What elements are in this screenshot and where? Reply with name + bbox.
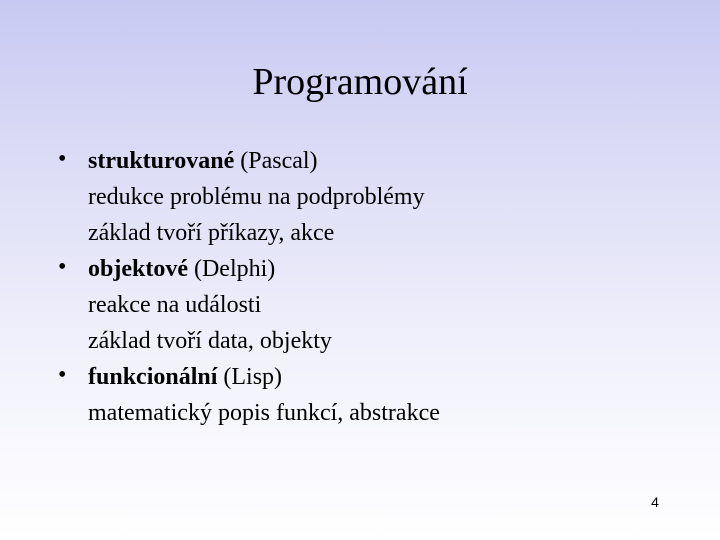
item-language: (Delphi) bbox=[193, 256, 276, 282]
item-description: základ tvoří příkazy, akce bbox=[88, 220, 335, 246]
list-item bbox=[58, 145, 678, 253]
item-description: matematický popis funkcí, abstrakce bbox=[88, 400, 440, 426]
slide-title: Programování bbox=[252, 61, 468, 103]
list-item bbox=[58, 253, 678, 361]
item-language: (Pascal) bbox=[240, 148, 318, 174]
item-term: strukturované bbox=[88, 148, 235, 174]
page-number: 4 bbox=[651, 494, 659, 510]
item-term: objektové bbox=[88, 256, 188, 282]
item-language: (Lisp) bbox=[223, 364, 283, 390]
item-heading bbox=[88, 361, 678, 397]
list-item bbox=[58, 361, 678, 433]
item-description: reakce na události bbox=[88, 292, 262, 318]
item-heading bbox=[88, 253, 678, 289]
item-description: redukce problému na podproblémy bbox=[88, 184, 425, 210]
item-term: funkcionální bbox=[88, 364, 218, 390]
bullet-icon: • bbox=[58, 362, 67, 388]
item-description: základ tvoří data, objekty bbox=[88, 328, 332, 354]
bullet-list bbox=[58, 145, 678, 433]
item-heading bbox=[88, 145, 678, 181]
bullet-icon: • bbox=[58, 146, 67, 172]
bullet-icon: • bbox=[58, 254, 67, 280]
